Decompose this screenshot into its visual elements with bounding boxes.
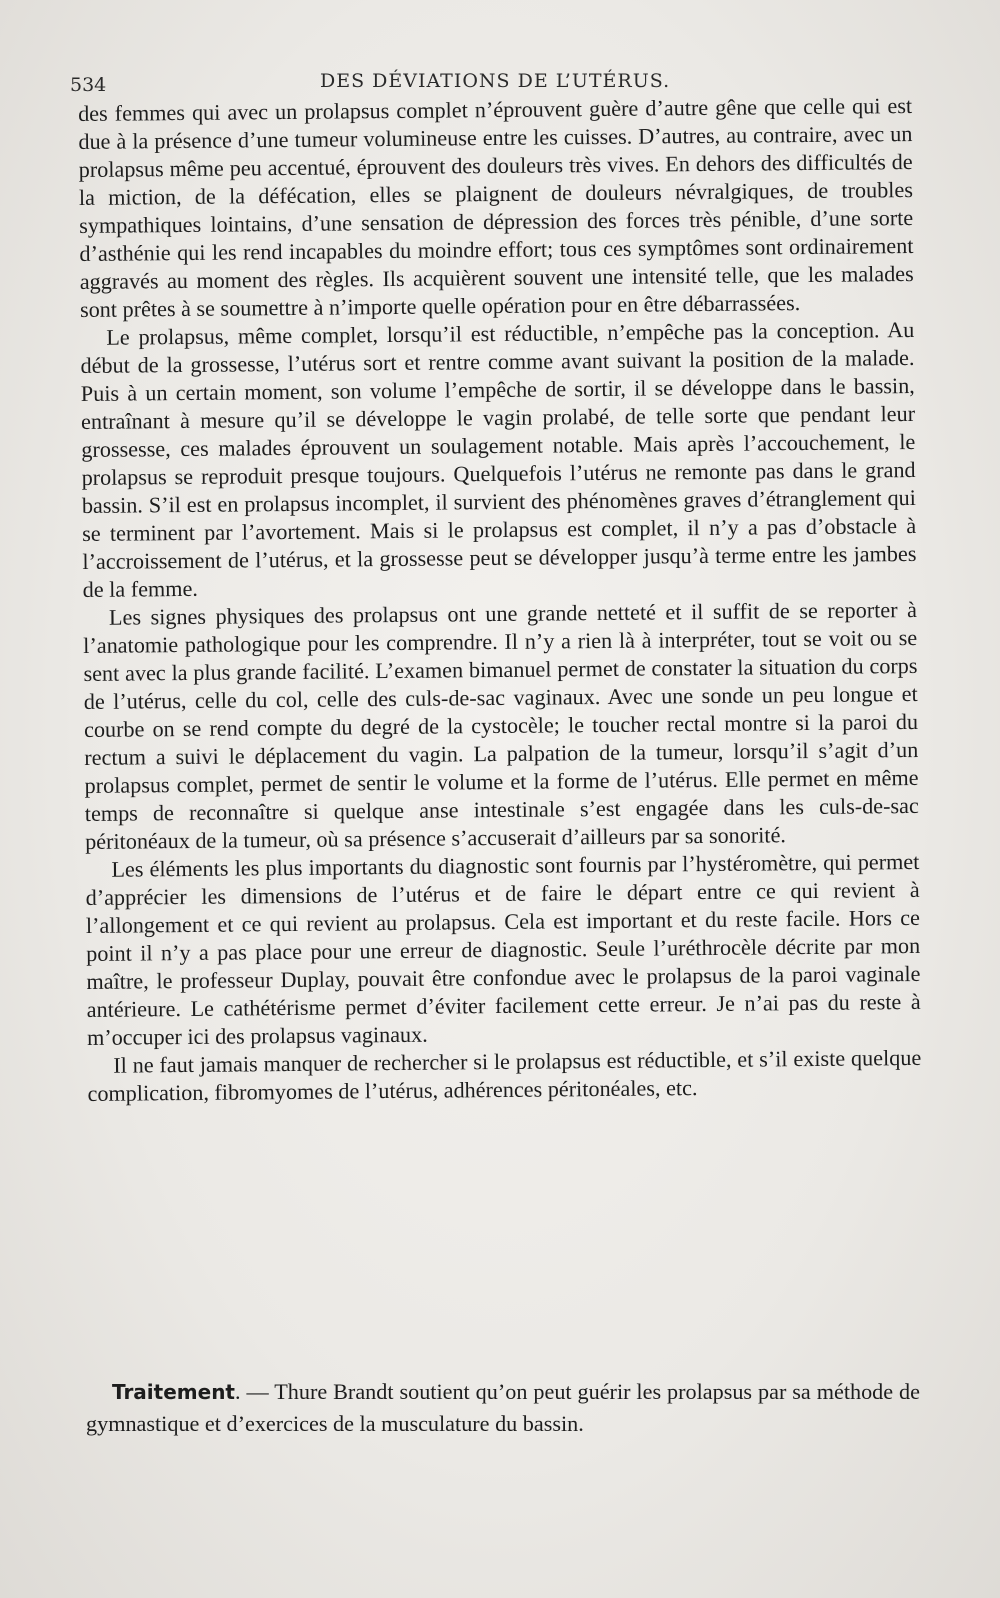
page-header — [70, 66, 910, 94]
paragraph-4: Les éléments les plus importants du diagnostic sont fournis par l’hystéromètre, qui permet d’apprécier les dimensions de l’utérus et de faire le départ entre ce qui revient à l’allongement et ce qui revient au prolapsus. Cela est important et du reste facile. Hors ce point il n’y a pas place pour une erreur de diagnostic. Seule l’uréthrocèle décrite par mon maître, le professeur Duplay, pouvait être confondue avec le prolapsus de la paroi vaginale antérieure. Le cathétérisme permet d’éviter facilement cette erreur. Je n’ai pas du reste à m’occuper ici des prolapsus vaginaux. — [85, 848, 921, 1050]
paragraph-3: Les signes physiques des prolapsus ont une grande netteté et il suffit de se reporter à l’anatomie pathologique pour les comprendre. Il n’y a rien là à interpréter, tout se voit ou se sent avec la plus grande facilité. L’examen bimanuel permet de constater la situation du corps de l’utérus, celle du col, celle des culs-de-sac vaginaux. Avec une sonde un peu longue et courbe on se rend compte du degré de la cystocèle; le toucher rectal montre si la paroi du rectum a suivi le déplacement du vagin. La palpation de la tumeur, lorsqu’il s’agit d’un prolapsus complet, permet de sentir le volume et la forme de l’utérus. Elle permet en même temps de reconnaître si quelque anse intestinale s’est engagée dans les culs-de-sac péritonéaux de la tumeur, où sa présence s’accuserait d’ailleurs par sa sonorité. — [83, 596, 919, 854]
section-heading: Traitement — [112, 1380, 235, 1404]
traitement-paragraph — [86, 1376, 920, 1439]
traitement-section — [86, 1376, 920, 1439]
running-title: DES DÉVIATIONS DE L’UTÉRUS. — [320, 70, 671, 92]
main-text — [78, 92, 922, 1108]
paragraph-2: Le prolapsus, même complet, lorsqu’il est réductible, n’empêche pas la conception. Au début de la grossesse, l’utérus sort et rentre comme avant suivant la position de la malade. Puis à un certain moment, son volume l’empêche de sortir, il se développe dans le bassin, entraînant à mesure qu’il se développe le vagin prolabé, de telle sorte que pendant leur grossesse, ces malades éprouvent un soulagement notable. Mais après l’accouchement, le prolapsus se reproduit presque toujours. Quelquefois l’utérus ne remonte pas dans le grand bassin. S’il est en prolapsus incomplet, il survient des phénomènes graves d’étranglement qui se terminent par l’avortement. Mais si le prolapsus est complet, il n’y a pas d’obstacle à l’accroissement de l’utérus, et la grossesse peut se développer jusqu’à terme entre les jambes de la femme. — [80, 316, 917, 602]
paragraph-1: des femmes qui avec un prolapsus complet n’éprouvent guère d’autre gêne que celle qui est due à la présence d’une tumeur volumineuse entre les cuisses. D’autres, au contraire, avec un prolapsus même peu accentué, éprouvent des douleurs très vives. En dehors des difficultés de la miction, de la défécation, elles se plaignent de douleurs névralgiques, de troubles sympathiques lointains, d’une sensation de dépression des forces très pénible, d’une sorte d’asthénie qui les rend incapables du moindre effort; tous ces symptômes sont ordinairement aggravés au moment des règles. Ils acquièrent souvent une intensité telle, que les malades sont prêtes à se soumettre à n’importe quelle opération pour en être débarrassées. — [78, 92, 914, 322]
paragraph-5: Il ne faut jamais manquer de rechercher si le prolapsus est réductible, et s’il existe quelque complication, fibromyomes de l’utérus, adhérences péritonéales, etc. — [87, 1044, 922, 1106]
page-number: 534 — [70, 74, 107, 96]
traitement-text: . — Thure Brandt soutient qu’on peut guérir les prolapsus par sa méthode de gymnastique et d’exercices de la musculature du bassin. — [86, 1379, 920, 1436]
